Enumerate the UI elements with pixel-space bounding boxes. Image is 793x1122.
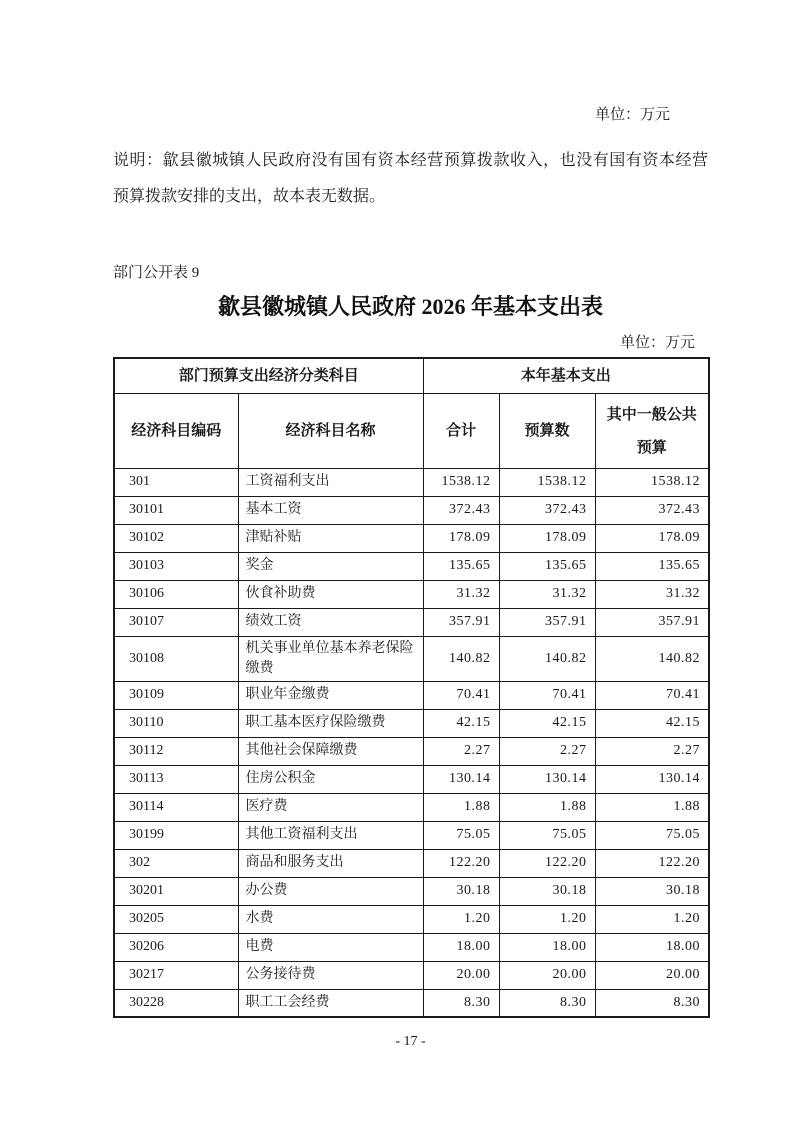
cell-economic-name: 机关事业单位基本养老保险缴费 bbox=[238, 636, 423, 681]
cell-economic-name: 伙食补助费 bbox=[238, 580, 423, 608]
table-row bbox=[114, 821, 709, 849]
cell-economic-name: 基本工资 bbox=[238, 496, 423, 524]
group-header-economic-classification: 部门预算支出经济分类科目 bbox=[114, 358, 423, 393]
cell-total: 75.05 bbox=[423, 821, 499, 849]
cell-budget: 372.43 bbox=[499, 496, 595, 524]
cell-total: 178.09 bbox=[423, 524, 499, 552]
col-header-budget: 预算数 bbox=[499, 393, 595, 468]
cell-economic-name: 其他社会保障缴费 bbox=[238, 737, 423, 765]
cell-budget: 1.88 bbox=[499, 793, 595, 821]
note-line-2: 预算拨款安排的支出，故本表无数据。 bbox=[113, 188, 386, 205]
cell-general-public: 122.20 bbox=[595, 849, 709, 877]
cell-general-public: 140.82 bbox=[595, 636, 709, 681]
table-row bbox=[114, 765, 709, 793]
table-row bbox=[114, 608, 709, 636]
cell-total: 140.82 bbox=[423, 636, 499, 681]
cell-economic-code: 30103 bbox=[114, 552, 238, 580]
cell-budget: 1.20 bbox=[499, 905, 595, 933]
cell-total: 372.43 bbox=[423, 496, 499, 524]
cell-economic-name: 医疗费 bbox=[238, 793, 423, 821]
cell-economic-name: 商品和服务支出 bbox=[238, 849, 423, 877]
table-row bbox=[114, 793, 709, 821]
header-group-row bbox=[114, 358, 709, 393]
cell-economic-name: 其他工资福利支出 bbox=[238, 821, 423, 849]
page-number: - 17 - bbox=[395, 1034, 426, 1049]
cell-general-public: 130.14 bbox=[595, 765, 709, 793]
cell-economic-code: 30114 bbox=[114, 793, 238, 821]
note-paragraph bbox=[113, 143, 708, 215]
cell-total: 1.88 bbox=[423, 793, 499, 821]
cell-economic-name: 公务接待费 bbox=[238, 961, 423, 989]
cell-economic-name: 工资福利支出 bbox=[238, 468, 423, 496]
cell-economic-name: 奖金 bbox=[238, 552, 423, 580]
cell-total: 135.65 bbox=[423, 552, 499, 580]
cell-economic-code: 30109 bbox=[114, 681, 238, 709]
cell-total: 8.30 bbox=[423, 989, 499, 1017]
cell-budget: 178.09 bbox=[499, 524, 595, 552]
table-row bbox=[114, 961, 709, 989]
cell-budget: 30.18 bbox=[499, 877, 595, 905]
cell-economic-code: 30205 bbox=[114, 905, 238, 933]
cell-general-public: 70.41 bbox=[595, 681, 709, 709]
table-label: 部门公开表 9 bbox=[113, 265, 200, 281]
cell-budget: 70.41 bbox=[499, 681, 595, 709]
cell-budget: 130.14 bbox=[499, 765, 595, 793]
cell-total: 42.15 bbox=[423, 709, 499, 737]
page-title: 歙县徽城镇人民政府 2026 年基本支出表 bbox=[217, 294, 603, 319]
cell-economic-name: 办公费 bbox=[238, 877, 423, 905]
cell-general-public: 2.27 bbox=[595, 737, 709, 765]
cell-economic-name: 电费 bbox=[238, 933, 423, 961]
table-row bbox=[114, 580, 709, 608]
cell-budget: 122.20 bbox=[499, 849, 595, 877]
budget-table-header bbox=[114, 358, 709, 468]
header-columns-row bbox=[114, 393, 709, 468]
cell-total: 30.18 bbox=[423, 877, 499, 905]
cell-budget: 8.30 bbox=[499, 989, 595, 1017]
table-row bbox=[114, 524, 709, 552]
cell-budget: 140.82 bbox=[499, 636, 595, 681]
cell-economic-code: 30112 bbox=[114, 737, 238, 765]
cell-general-public: 1.88 bbox=[595, 793, 709, 821]
note-line-1: 说明：歙县徽城镇人民政府没有国有资本经营预算拨款收入，也没有国有资本经营 bbox=[113, 152, 708, 169]
cell-economic-code: 30106 bbox=[114, 580, 238, 608]
table-row bbox=[114, 496, 709, 524]
table-row bbox=[114, 737, 709, 765]
budget-table bbox=[113, 357, 710, 1018]
table-row bbox=[114, 849, 709, 877]
unit-label-top: 单位：万元 bbox=[594, 107, 670, 123]
col-header-code: 经济科目编码 bbox=[114, 393, 238, 468]
cell-total: 70.41 bbox=[423, 681, 499, 709]
table-row bbox=[114, 877, 709, 905]
group-header-basic-expenditure: 本年基本支出 bbox=[423, 358, 709, 393]
cell-total: 1538.12 bbox=[423, 468, 499, 496]
cell-budget: 18.00 bbox=[499, 933, 595, 961]
cell-general-public: 75.05 bbox=[595, 821, 709, 849]
cell-budget: 31.32 bbox=[499, 580, 595, 608]
cell-general-public: 8.30 bbox=[595, 989, 709, 1017]
cell-economic-code: 30228 bbox=[114, 989, 238, 1017]
cell-budget: 75.05 bbox=[499, 821, 595, 849]
table-row bbox=[114, 905, 709, 933]
table-row bbox=[114, 709, 709, 737]
cell-economic-code: 30199 bbox=[114, 821, 238, 849]
table-row bbox=[114, 681, 709, 709]
cell-general-public: 20.00 bbox=[595, 961, 709, 989]
cell-general-public: 1538.12 bbox=[595, 468, 709, 496]
cell-general-public: 31.32 bbox=[595, 580, 709, 608]
cell-economic-code: 30101 bbox=[114, 496, 238, 524]
table-row bbox=[114, 468, 709, 496]
cell-budget: 1538.12 bbox=[499, 468, 595, 496]
cell-total: 2.27 bbox=[423, 737, 499, 765]
cell-budget: 135.65 bbox=[499, 552, 595, 580]
cell-economic-code: 301 bbox=[114, 468, 238, 496]
table-row bbox=[114, 552, 709, 580]
cell-budget: 20.00 bbox=[499, 961, 595, 989]
cell-general-public: 372.43 bbox=[595, 496, 709, 524]
cell-total: 18.00 bbox=[423, 933, 499, 961]
cell-total: 130.14 bbox=[423, 765, 499, 793]
col-header-name: 经济科目名称 bbox=[238, 393, 423, 468]
cell-budget: 2.27 bbox=[499, 737, 595, 765]
cell-economic-name: 职业年金缴费 bbox=[238, 681, 423, 709]
cell-economic-code: 30102 bbox=[114, 524, 238, 552]
cell-budget: 357.91 bbox=[499, 608, 595, 636]
cell-general-public: 178.09 bbox=[595, 524, 709, 552]
cell-total: 31.32 bbox=[423, 580, 499, 608]
table-row bbox=[114, 636, 709, 681]
cell-general-public: 357.91 bbox=[595, 608, 709, 636]
cell-general-public: 42.15 bbox=[595, 709, 709, 737]
col-header-general-public-budget: 其中一般公共预算 bbox=[595, 393, 709, 468]
budget-table-body bbox=[114, 468, 709, 1017]
unit-label-table: 单位：万元 bbox=[619, 335, 695, 351]
cell-economic-name: 职工基本医疗保险缴费 bbox=[238, 709, 423, 737]
cell-total: 1.20 bbox=[423, 905, 499, 933]
cell-economic-code: 30113 bbox=[114, 765, 238, 793]
cell-budget: 42.15 bbox=[499, 709, 595, 737]
cell-economic-name: 职工工会经费 bbox=[238, 989, 423, 1017]
table-row bbox=[114, 989, 709, 1017]
cell-economic-name: 津贴补贴 bbox=[238, 524, 423, 552]
cell-general-public: 135.65 bbox=[595, 552, 709, 580]
page-content bbox=[113, 0, 708, 1050]
cell-total: 357.91 bbox=[423, 608, 499, 636]
cell-total: 20.00 bbox=[423, 961, 499, 989]
col-header-total: 合计 bbox=[423, 393, 499, 468]
cell-economic-code: 30201 bbox=[114, 877, 238, 905]
cell-general-public: 30.18 bbox=[595, 877, 709, 905]
cell-economic-name: 住房公积金 bbox=[238, 765, 423, 793]
cell-economic-code: 30206 bbox=[114, 933, 238, 961]
cell-total: 122.20 bbox=[423, 849, 499, 877]
cell-economic-name: 水费 bbox=[238, 905, 423, 933]
cell-economic-code: 30110 bbox=[114, 709, 238, 737]
cell-economic-code: 30217 bbox=[114, 961, 238, 989]
cell-economic-name: 绩效工资 bbox=[238, 608, 423, 636]
cell-general-public: 18.00 bbox=[595, 933, 709, 961]
cell-economic-code: 30107 bbox=[114, 608, 238, 636]
cell-economic-code: 30108 bbox=[114, 636, 238, 681]
cell-general-public: 1.20 bbox=[595, 905, 709, 933]
table-row bbox=[114, 933, 709, 961]
cell-economic-code: 302 bbox=[114, 849, 238, 877]
